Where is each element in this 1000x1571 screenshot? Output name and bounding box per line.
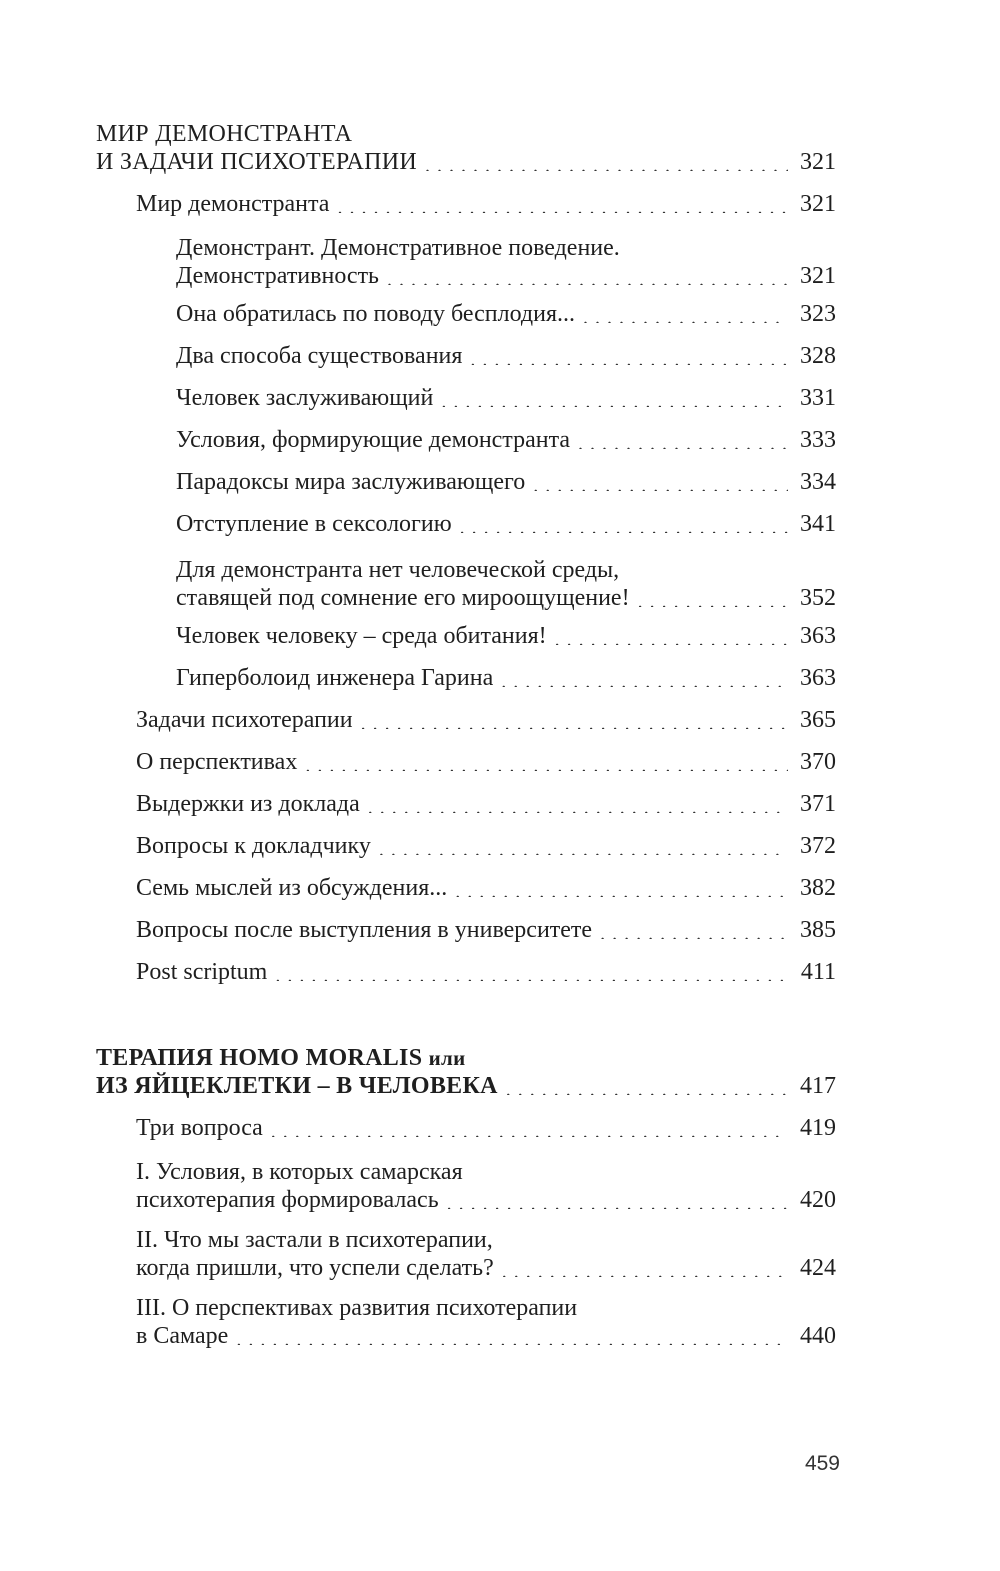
entry-title-line: Демонстративность: [176, 263, 380, 289]
toc-entry: [176, 510, 836, 538]
page-number: 321: [800, 191, 836, 217]
toc-entry: [136, 190, 836, 218]
page-number: 323: [800, 301, 836, 327]
part-heading-2: [96, 1044, 836, 1100]
toc-entry: [136, 958, 836, 986]
entry-title-line: Условия, формирующие демонстранта: [176, 427, 571, 453]
page-number: 321: [800, 149, 836, 175]
toc-entry: [176, 234, 836, 290]
toc-entry: [136, 790, 836, 818]
entry-title-line: II. Что мы застали в психотерапии,: [136, 1227, 493, 1253]
entry-title-line: Вопросы после выступления в университете: [136, 917, 593, 943]
entry-title-line: Мир демонстранта: [136, 191, 330, 217]
dot-leader: [441, 393, 788, 407]
part-title-main: ТЕРАПИЯ HOMO MORALIS: [96, 1045, 423, 1071]
dot-leader: [506, 1081, 788, 1095]
page-number: 328: [800, 343, 836, 369]
toc-entry: [136, 1294, 836, 1350]
entry-title-line: в Самаре: [136, 1323, 229, 1349]
dot-leader: [379, 841, 788, 855]
entry-title-line: Семь мыслей из обсуждения...: [136, 875, 448, 901]
page-number: 385: [800, 917, 836, 943]
page-number: 440: [800, 1323, 836, 1349]
page-number: 331: [800, 385, 836, 411]
page-number: 365: [800, 707, 836, 733]
page-number: 370: [800, 749, 836, 775]
entry-title-line: Человек заслуживающий: [176, 385, 434, 411]
entry-title-line: Выдержки из доклада: [136, 791, 360, 817]
dot-leader: [361, 715, 788, 729]
page-number: 321: [800, 263, 836, 289]
entry-title-line: Для демонстранта нет человеческой среды,: [176, 557, 620, 583]
page-number: 334: [800, 469, 836, 495]
part-title-line: И ЗАДАЧИ ПСИХОТЕРАПИИ: [96, 149, 418, 175]
toc-entry: [136, 1226, 836, 1282]
toc-entry: [136, 874, 836, 902]
dot-leader: [470, 351, 788, 365]
part-title-line: [96, 1044, 836, 1072]
part-heading-1: [96, 120, 836, 176]
entry-title-line: Она обратилась по поводу бесплодия...: [176, 301, 576, 327]
toc-entry: [176, 556, 836, 612]
entry-title-line: О перспективах: [136, 749, 298, 775]
toc-entry: [176, 384, 836, 412]
page-number: 341: [800, 511, 836, 537]
dot-leader: [455, 883, 788, 897]
toc-entry: [136, 916, 836, 944]
entry-title-line: Демонстрант. Демонстративное поведение.: [176, 235, 620, 261]
toc-entry: [176, 664, 836, 692]
dot-leader: [600, 925, 788, 939]
dot-leader: [447, 1195, 788, 1209]
page-number: 371: [800, 791, 836, 817]
page-number: 419: [800, 1115, 836, 1141]
entry-title-line: Отступление в сексологию: [176, 511, 452, 537]
page-number: 420: [800, 1187, 836, 1213]
entry-title-line: когда пришли, что успели сделать?: [136, 1255, 494, 1281]
entry-title-line: Вопросы к докладчику: [136, 833, 371, 859]
part-title-line: МИР ДЕМОНСТРАНТА: [96, 121, 353, 147]
part-title-line: ИЗ ЯЙЦЕКЛЕТКИ – В ЧЕЛОВЕКА: [96, 1073, 498, 1099]
toc-entry: [136, 748, 836, 776]
toc-entry: [136, 1158, 836, 1214]
dot-leader: [368, 799, 788, 813]
dot-leader: [583, 309, 788, 323]
entry-title-line: Человек человеку – среда обитания!: [176, 623, 547, 649]
entry-title-line: Задачи психотерапии: [136, 707, 353, 733]
dot-leader: [638, 593, 788, 607]
entry-title-line: психотерапия формировалась: [136, 1187, 439, 1213]
page-number: 363: [800, 665, 836, 691]
dot-leader: [460, 519, 788, 533]
dot-leader: [502, 1263, 788, 1277]
dot-leader: [275, 967, 788, 981]
dot-leader: [578, 435, 788, 449]
entry-title-line: Гиперболоид инженера Гарина: [176, 665, 494, 691]
toc-entry: [136, 832, 836, 860]
page-number: 372: [800, 833, 836, 859]
toc-entry: [176, 300, 836, 328]
page-number: 363: [800, 623, 836, 649]
dot-leader: [555, 631, 788, 645]
entry-title-line: Два способа существования: [176, 343, 463, 369]
entry-title-line: I. Условия, в которых самарская: [136, 1159, 463, 1185]
entry-title-line: ставящей под сомнение его мироощущение!: [176, 585, 630, 611]
toc-entry: [176, 622, 836, 650]
toc-entry: [176, 342, 836, 370]
toc-entry: [136, 706, 836, 734]
entry-title-line: Три вопроса: [136, 1115, 263, 1141]
dot-leader: [236, 1331, 788, 1345]
page-number: 382: [800, 875, 836, 901]
dot-leader: [501, 673, 788, 687]
dot-leader: [271, 1123, 788, 1137]
dot-leader: [337, 199, 788, 213]
part-title-suffix: или: [428, 1046, 466, 1070]
dot-leader: [425, 157, 788, 171]
page-folio: 459: [804, 1452, 840, 1475]
dot-leader: [533, 477, 788, 491]
entry-title-line: Парадоксы мира заслуживающего: [176, 469, 526, 495]
entry-title-line: III. О перспективах развития психотерапии: [136, 1295, 578, 1321]
page-number: 352: [800, 585, 836, 611]
page-number: 411: [800, 959, 836, 985]
toc-entry: [176, 468, 836, 496]
toc-entry: [176, 426, 836, 454]
dot-leader: [305, 757, 788, 771]
page-number: 424: [800, 1255, 836, 1281]
dot-leader: [387, 271, 788, 285]
page-number: 417: [800, 1073, 836, 1099]
page-number: 333: [800, 427, 836, 453]
entry-title-line: Post scriptum: [136, 959, 268, 985]
toc-entry: [136, 1114, 836, 1142]
